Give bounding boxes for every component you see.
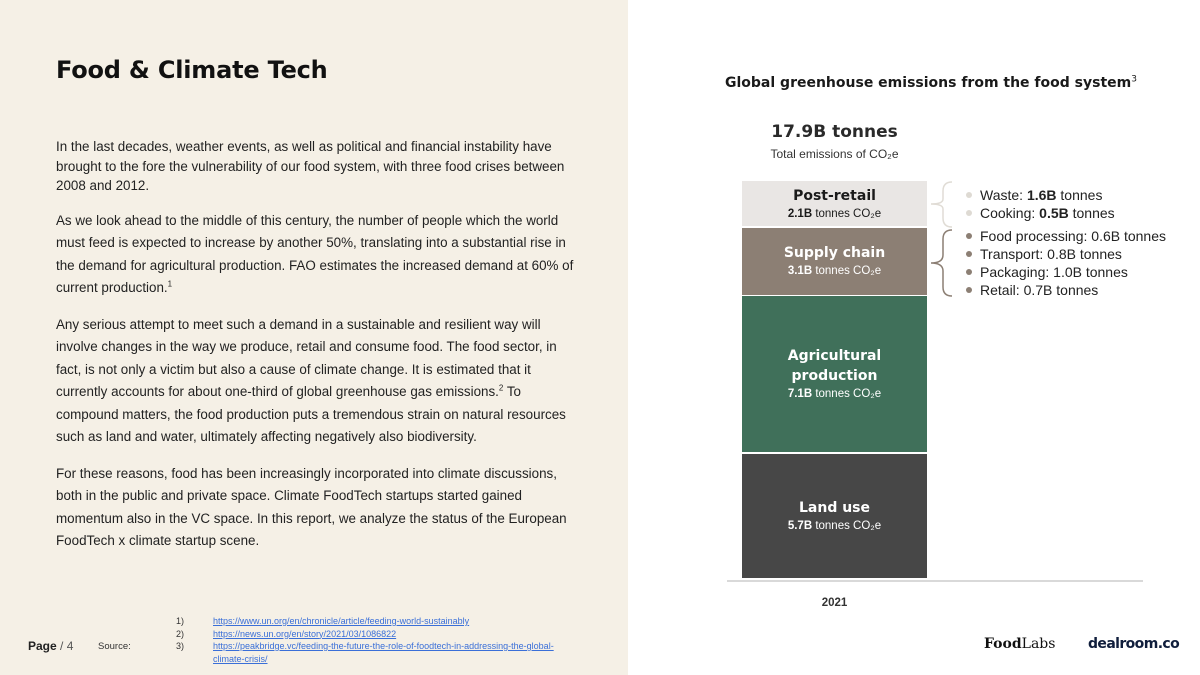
bar-segment-value: 3.1B tonnes CO₂e	[787, 265, 882, 278]
dealroom-logo: dealroom.co	[1088, 636, 1180, 652]
bullet-dot-icon	[966, 251, 972, 257]
bar-segment-label: Land use	[798, 500, 871, 517]
brace-group	[928, 181, 964, 299]
source-link-1[interactable]: https://www.un.org/en/chronicle/article/feeding-world-sustainably	[213, 616, 470, 626]
post-retail-brace-icon	[931, 182, 952, 227]
source-number: 2)	[176, 628, 185, 639]
breakdown-item-text: Waste: 1.6B tonnes	[980, 187, 1103, 203]
bullet-dot-icon	[966, 287, 972, 293]
foodlabs-logo-part-2: Labs	[1021, 636, 1056, 652]
footnote-ref-1: 1	[167, 279, 173, 289]
breakdown-item-text: Retail: 0.7B tonnes	[980, 282, 1099, 298]
total-emissions-value: 17.9B tonnes	[771, 122, 898, 142]
paragraph-3-text-after: To compound matters, the food production puts a tremendous strain on natural resources such as land and water, ultimately affecting negatively also biodiversity.	[56, 384, 566, 444]
breakdown-item	[966, 186, 1115, 204]
page-total: / 4	[60, 639, 74, 653]
bar-segment-supply-chain	[742, 228, 927, 295]
source-item	[176, 640, 563, 665]
breakdown-item-text: Packaging: 1.0B tonnes	[980, 264, 1128, 280]
supply-chain-brace-icon	[931, 230, 952, 296]
source-link-3[interactable]: https://peakbridge.vc/feeding-the-future-the-role-of-foodtech-in-addressing-the-global-climate-crisis/	[213, 641, 554, 664]
post-retail-breakdown	[966, 186, 1115, 222]
chart-title-text: Global greenhouse emissions from the food system	[725, 75, 1132, 91]
page-indicator	[28, 639, 73, 653]
bullet-dot-icon	[966, 233, 972, 239]
bar-segment-value: 2.1B tonnes CO₂e	[787, 207, 882, 220]
bullet-dot-icon	[966, 192, 972, 198]
breakdown-item-text: Cooking: 0.5B tonnes	[980, 205, 1115, 221]
foodlabs-logo	[984, 636, 1055, 652]
paragraph-2-text: As we look ahead to the middle of this century, the number of people which the world must feed is expected to increase by another 50%, translating into a substantial rise in the demand for agricultural production. FAO estimates the increased demand at 60% of current production.	[56, 212, 574, 295]
breakdown-item	[966, 227, 1166, 245]
paragraph-1	[56, 137, 576, 196]
breakdown-item	[966, 204, 1115, 222]
bar-segment-agricultural-production	[742, 296, 927, 452]
bullet-dot-icon	[966, 210, 972, 216]
page-title: Food & Climate Tech	[56, 56, 328, 84]
paragraph-3-text-before: Any serious attempt to meet such a demand in a sustainable and resilient way will involve changes in the way we produce, retail and consume food. The food sector, in fact, is not only a victim but also a cause of climate change. It is estimated that it currently accounts for about one-third of global greenhouse gas emissions.	[56, 316, 557, 399]
source-number: 1)	[176, 616, 185, 626]
chart-title	[725, 75, 1137, 91]
breakdown-item	[966, 263, 1166, 281]
breakdown-item	[966, 281, 1166, 299]
paragraph-4	[56, 463, 576, 553]
page-label: Page	[28, 639, 57, 653]
source-label: Source:	[98, 641, 131, 652]
body-text	[56, 137, 576, 567]
bar-segment-label: Post-retail	[793, 187, 876, 204]
foodlabs-logo-part-1: Food	[984, 636, 1022, 652]
paragraph-4-text: For these reasons, food has been increasingly incorporated into climate discussions, both in the public and private space. Climate FoodTech startups started gained momentum also in the VC space. In this report, we analyze the status of the European FoodTech x climate startup scene.	[56, 465, 567, 548]
x-axis-line	[727, 580, 1143, 582]
source-number: 3)	[176, 641, 185, 651]
bullet-dot-icon	[966, 269, 972, 275]
source-link-2[interactable]: https://news.un.org/en/story/2021/03/1086822	[213, 628, 397, 639]
source-list	[176, 615, 563, 665]
paragraph-2	[56, 210, 576, 300]
breakdown-item-text: Food processing: 0.6B tonnes	[980, 228, 1167, 244]
footnote-ref-2: 2	[498, 383, 504, 393]
paragraph-1-text: In the last decades, weather events, as well as political and financial instability have brought to the fore the vulnerability of our food system, with three food crises between 2008 and 2012.	[56, 139, 565, 193]
source-item	[176, 628, 563, 641]
x-tick-label: 2021	[821, 597, 848, 609]
paragraph-3	[56, 314, 576, 449]
footnote-ref-3: 3	[1131, 74, 1137, 85]
source-item	[176, 615, 563, 628]
bar-segment-value: 5.7B tonnes CO₂e	[787, 520, 882, 533]
supply-chain-breakdown	[966, 227, 1166, 299]
bar-segment-post-retail	[742, 181, 927, 226]
bar-segment-land-use	[742, 454, 927, 579]
bar-segment-label: Supply chain	[783, 245, 886, 262]
total-emissions-label: Total emissions of CO₂e	[770, 147, 899, 161]
bar-segment-label: Agricultural production	[787, 348, 882, 385]
breakdown-item-text: Transport: 0.8B tonnes	[980, 246, 1122, 262]
breakdown-item	[966, 245, 1166, 263]
bar-segment-value: 7.1B tonnes CO₂e	[787, 388, 882, 401]
